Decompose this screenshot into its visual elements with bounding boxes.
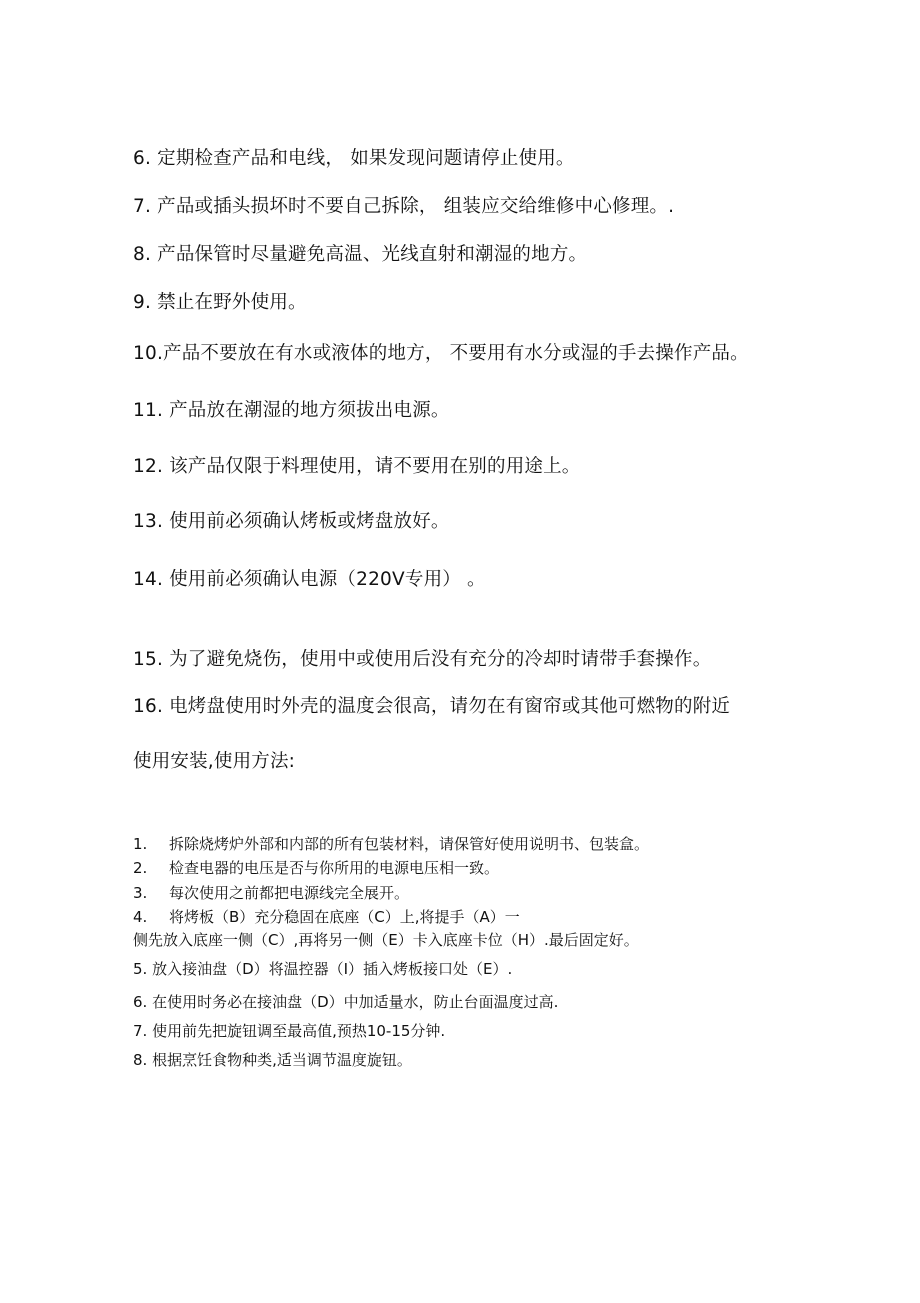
usage-step-7: 7. 使用前先把旋钮调至最高值,预热10-15分钟.	[133, 1022, 446, 1040]
usage-step-text: 将烤板（B）充分稳固在底座（C）上,将提手（A）一	[169, 908, 520, 926]
usage-step-text: 每次使用之前都把电源线完全展开。	[169, 884, 410, 902]
usage-step-5: 5. 放入接油盘（D）将温控器（I）插入烤板接口处（E）.	[133, 960, 513, 978]
usage-step-4-continued: 侧先放入底座一侧（C）,再将另一侧（E）卡入底座卡位（H）.最后固定好。	[133, 931, 639, 949]
usage-step-number: 3.	[133, 884, 148, 902]
usage-step-1	[133, 833, 649, 854]
safety-item-9: 9. 禁止在野外使用。	[133, 292, 307, 313]
safety-item-7: 7. 产品或插头损坏时不要自己拆除， 组装应交给维修中心修理。.	[133, 196, 675, 217]
usage-step-2	[133, 857, 499, 878]
usage-step-4	[133, 906, 520, 927]
usage-step-6: 6. 在使用时务必在接油盘（D）中加适量水，防止台面温度过高.	[133, 993, 559, 1011]
usage-step-text: 检查电器的电压是否与你所用的电源电压相一致。	[169, 859, 500, 877]
section-title: 使用安装,使用方法:	[133, 751, 296, 772]
safety-item-10: 10.产品不要放在有水或液体的地方， 不要用有水分或湿的手去操作产品。	[133, 343, 749, 364]
safety-item-16: 16. 电烤盘使用时外壳的温度会很高，请勿在有窗帘或其他可燃物的附近	[133, 696, 731, 717]
usage-step-8: 8. 根据烹饪食物种类,适当调节温度旋钮。	[133, 1051, 412, 1069]
safety-item-6: 6. 定期检查产品和电线， 如果发现问题请停止使用。	[133, 148, 575, 169]
usage-step-3	[133, 882, 409, 903]
safety-item-11: 11. 产品放在潮湿的地方须拔出电源。	[133, 400, 450, 421]
usage-step-number: 1.	[133, 835, 148, 853]
usage-step-number: 4.	[133, 908, 148, 926]
safety-item-8: 8. 产品保管时尽量避免高温、光线直射和潮湿的地方。	[133, 244, 588, 265]
safety-item-12: 12. 该产品仅限于料理使用，请不要用在别的用途上。	[133, 456, 581, 477]
safety-item-15: 15. 为了避免烧伤，使用中或使用后没有充分的冷却时请带手套操作。	[133, 649, 712, 670]
safety-item-14: 14. 使用前必须确认电源（220V专用） 。	[133, 569, 486, 590]
safety-item-13: 13. 使用前必须确认烤板或烤盘放好。	[133, 511, 450, 532]
usage-step-number: 2.	[133, 859, 148, 877]
usage-step-text: 拆除烧烤炉外部和内部的所有包装材料，请保管好使用说明书、包装盒。	[169, 835, 650, 853]
